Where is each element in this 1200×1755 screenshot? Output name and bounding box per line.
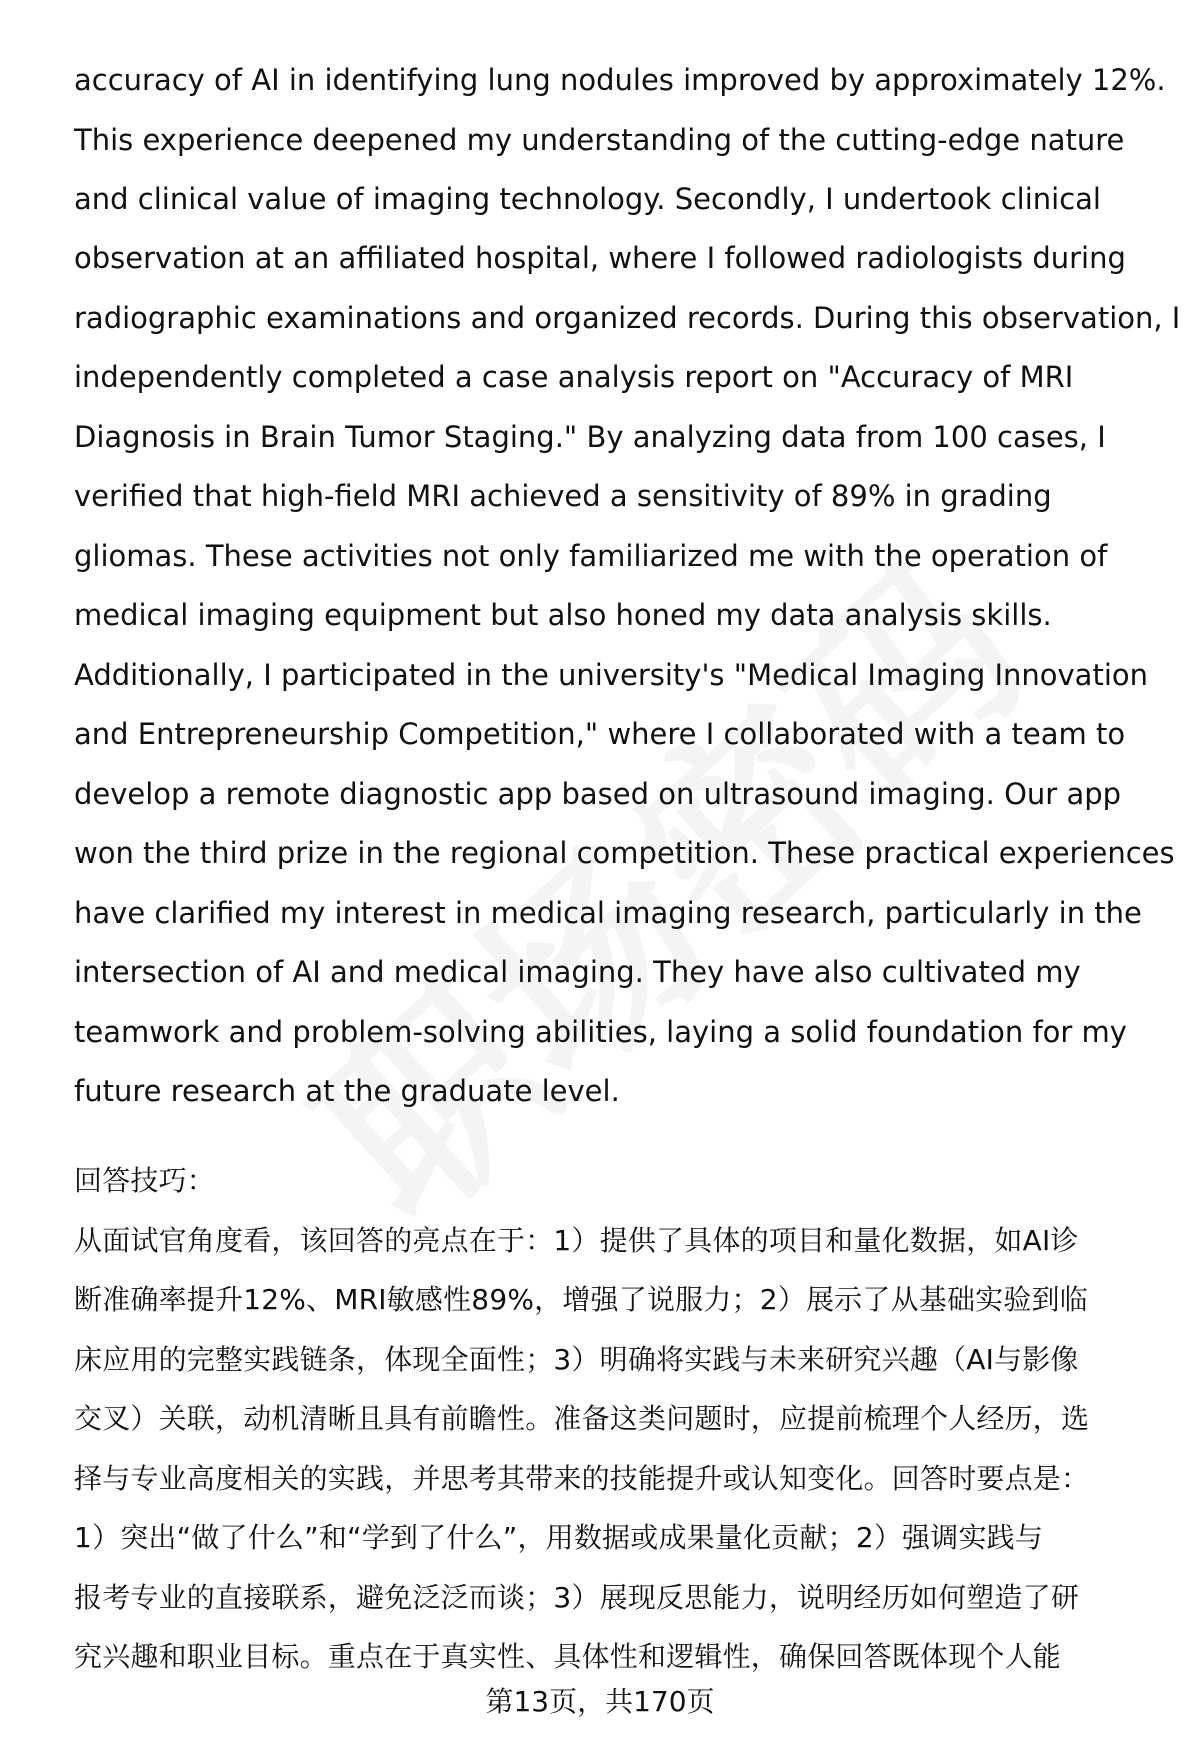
body-line: have clarified my interest in medical imaging research, particularly in the	[74, 896, 1142, 930]
tips-line: 断准确率提升12%、MRI敏感性89%，增强了说服力；2）展示了从基础实验到临	[74, 1283, 1088, 1316]
body-line: This experience deepened my understanding of the cutting-edge nature	[74, 123, 1125, 157]
body-line: Diagnosis in Brain Tumor Staging." By analyzing data from 100 cases, I	[74, 420, 1106, 454]
tips-line: 究兴趣和职业目标。重点在于真实性、具体性和逻辑性，确保回答既体现个人能	[74, 1640, 1062, 1673]
body-line: Additionally, I participated in the university's "Medical Imaging Innovation	[74, 658, 1149, 692]
body-line: gliomas. These activities not only familiarized me with the operation of	[74, 539, 1108, 573]
tips-line: 报考专业的直接联系，避免泛泛而谈；3）展现反思能力，说明经历如何塑造了研	[74, 1581, 1080, 1614]
tips-line: 1）突出“做了什么”和“学到了什么”，用数据或成果量化贡献；2）强调实践与	[74, 1521, 1044, 1554]
body-line: radiographic examinations and organized records. During this observation, I	[74, 301, 1181, 335]
page-number: 第13页，共170页	[485, 1685, 715, 1718]
body-line: develop a remote diagnostic app based on ultrasound imaging. Our app	[74, 777, 1122, 811]
body-line: and clinical value of imaging technology. Secondly, I undertook clinical	[74, 182, 1101, 216]
tips-line: 择与专业高度相关的实践，并思考其带来的技能提升或认知变化。回答时要点是：	[74, 1462, 1090, 1495]
body-line: verified that high-field MRI achieved a sensitivity of 89% in grading	[74, 479, 1052, 513]
body-line: and Entrepreneurship Competition," where I collaborated with a team to	[74, 717, 1126, 751]
body-line: independently completed a case analysis report on "Accuracy of MRI	[74, 360, 1074, 394]
body-line: future research at the graduate level.	[74, 1074, 620, 1108]
tips-heading: 回答技巧：	[74, 1164, 216, 1197]
body-line: accuracy of AI in identifying lung nodules improved by approximately 12%.	[74, 63, 1166, 97]
tips-line: 床应用的完整实践链条，体现全面性；3）明确将实践与未来研究兴趣（AI与影像	[74, 1343, 1079, 1376]
tips-line: 交叉）关联，动机清晰且具有前瞻性。准备这类问题时，应提前梳理个人经历，选	[74, 1402, 1090, 1435]
body-line: won the third prize in the regional competition. These practical experiences	[74, 836, 1175, 870]
body-line: medical imaging equipment but also honed my data analysis skills.	[74, 598, 1052, 632]
body-line: observation at an affiliated hospital, where I followed radiologists during	[74, 241, 1126, 275]
body-line: teamwork and problem-solving abilities, laying a solid foundation for my	[74, 1015, 1127, 1049]
tips-line: 从面试官角度看，该回答的亮点在于：1）提供了具体的项目和量化数据，如AI诊	[74, 1224, 1079, 1257]
body-line: intersection of AI and medical imaging. They have also cultivated my	[74, 955, 1081, 989]
